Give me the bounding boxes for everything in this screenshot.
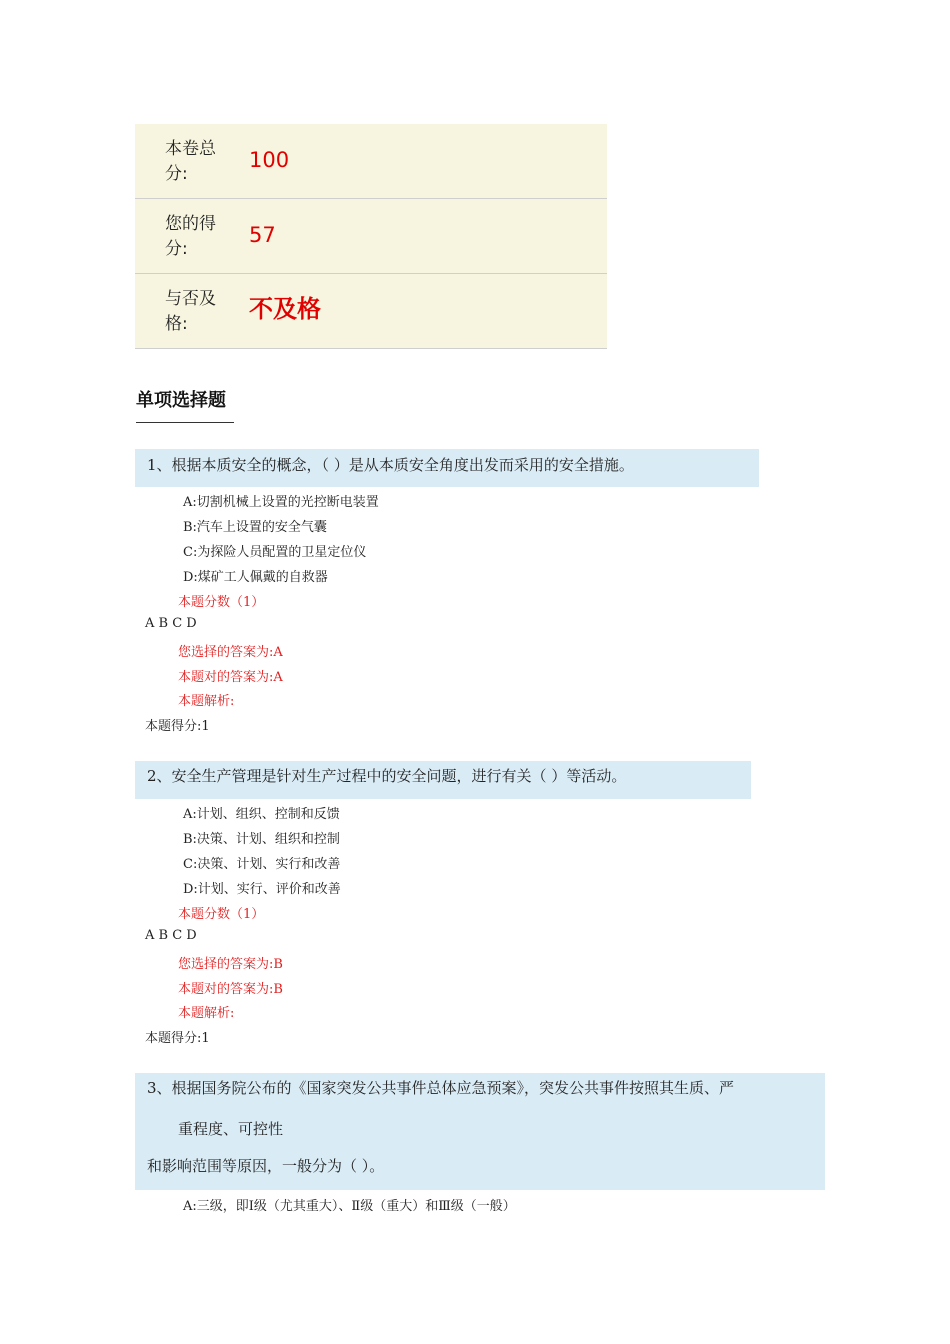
total-score-row	[135, 124, 607, 199]
question-2-score: 本题得分:1	[145, 1031, 210, 1046]
question-3-text-line-2: 重程度、可控性	[178, 1120, 284, 1138]
your-score-row	[135, 199, 607, 274]
pass-status-label: 与否及格:	[165, 289, 216, 334]
question-1-score: 本题得分:1	[145, 719, 210, 734]
question-2-option-b: B:决策、计划、组织和控制	[183, 832, 340, 847]
total-score-label: 本卷总分:	[165, 139, 216, 184]
your-score-label: 您的得分:	[165, 214, 216, 259]
question-1-text: 1、根据本质安全的概念，（ ）是从本质安全角度出发而采用的安全措施。	[147, 456, 634, 474]
question-1-option-c: C:为探险人员配置的卫星定位仪	[183, 545, 367, 560]
score-summary-table	[135, 124, 607, 349]
section-divider	[136, 422, 234, 423]
question-2-correct-answer: 本题对的答案为:B	[178, 982, 283, 997]
pass-status-value: 不及格	[249, 295, 321, 323]
question-2-text: 2、安全生产管理是针对生产过程中的安全问题，进行有关（ ）等活动。	[147, 767, 627, 785]
question-1-header	[135, 449, 759, 487]
question-1-points: 本题分数（1）	[178, 595, 265, 610]
question-2-choices[interactable]: A B C D	[145, 928, 197, 943]
pass-status-row	[135, 274, 607, 349]
question-1-analysis: 本题解析:	[178, 694, 235, 709]
question-3-text-line-3: 和影响范围等原因，一般分为（ ）。	[147, 1157, 385, 1175]
question-1-selected-answer: 您选择的答案为:A	[178, 645, 283, 660]
question-2-selected-answer: 您选择的答案为:B	[178, 957, 283, 972]
total-score-value: 100	[249, 148, 290, 172]
section-title: 单项选择题	[136, 390, 226, 411]
question-2-analysis: 本题解析:	[178, 1006, 235, 1021]
question-2-option-a: A:计划、组织、控制和反馈	[183, 807, 340, 822]
question-2-option-c: C:决策、计划、实行和改善	[183, 857, 341, 872]
question-1-option-a: A:切割机械上设置的光控断电装置	[183, 495, 379, 510]
question-2-option-d: D:计划、实行、评价和改善	[183, 882, 341, 897]
question-1-option-d: D:煤矿工人佩戴的自救器	[183, 570, 328, 585]
question-3-text-line-1: 3、根据国务院公布的《国家突发公共事件总体应急预案》，突发公共事件按照其生质、严	[147, 1079, 735, 1097]
question-1-option-b: B:汽车上设置的安全气囊	[183, 520, 327, 535]
question-2-points: 本题分数（1）	[178, 907, 265, 922]
question-1-choices[interactable]: A B C D	[145, 616, 197, 631]
question-3-header	[135, 1073, 825, 1190]
question-1-correct-answer: 本题对的答案为:A	[178, 670, 283, 685]
your-score-value: 57	[249, 223, 276, 247]
question-2-header	[135, 761, 751, 799]
question-3-option-a: A:三级，即Ⅰ级（尤其重大）、Ⅱ级（重大）和Ⅲ级（一般）	[183, 1199, 516, 1214]
